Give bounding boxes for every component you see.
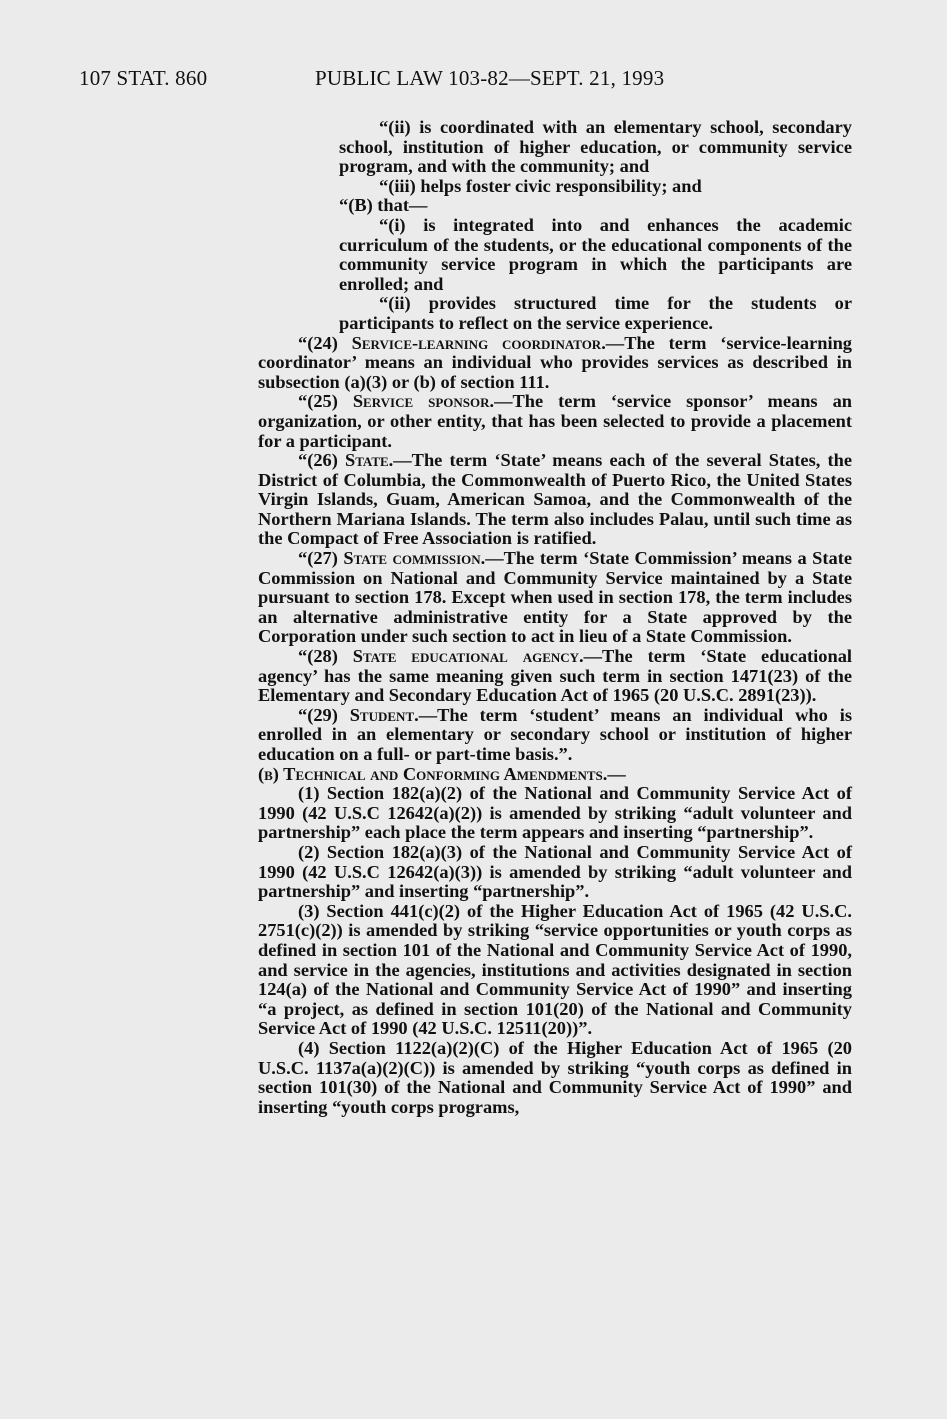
- definition-25-heading: “(25) Service sponsor.: [298, 391, 495, 412]
- subsection-b-dash: —: [607, 763, 626, 784]
- document-body: [258, 118, 852, 1117]
- paragraph-a-ii: “(ii) is coordinated with an elementary school, secondary school, institution of higher education, or community service program, and with the community; and: [339, 117, 852, 177]
- definition-26-heading: “(26) State.: [298, 450, 394, 471]
- definition-25: [258, 392, 852, 451]
- amendment-2: (2) Section 182(a)(3) of the National and Community Service Act of 1990 (42 U.S.C 12642(a)(3)) is amended by striking “adult volunteer and partnership” and inserting “partnership”.: [258, 841, 852, 902]
- definition-28-heading: “(28) State educational agency.: [298, 646, 584, 667]
- amendment-4: (4) Section 1122(a)(2)(C) of the Higher Education Act of 1965 (20 U.S.C. 1137a(a)(2)(C)) is amended by striking “youth corps as defined in section 101(30) of the National and Community Service Act of 1990” and inserting “youth corps programs,: [258, 1037, 852, 1117]
- paragraph-b-i: “(i) is integrated into and enhances the academic curriculum of the students, or the educational components of the community service program in which the participants are enrolled; and: [339, 214, 852, 294]
- definition-26-text: —The term ‘State’ means each of the several States, the District of Columbia, the Commonwealth of Puerto Rico, the United States Virgin Islands, Guam, American Samoa, and the Commonwealth of the Northern Mariana Islands. The term also includes Palau, until such time as the Compact of Free Association is ratified.: [258, 450, 852, 549]
- stat-page-number: 107 STAT. 860: [79, 66, 208, 90]
- definition-25-text: —The term ‘service sponsor’ means an organization, or other entity, that has been selected to provide a placement for a participant.: [258, 391, 852, 451]
- subsection-b-heading: [258, 765, 852, 785]
- definition-24-text: —The term ‘service-learning coordinator’ means an individual who provides services as described in subsection (a)(3) or (b) of section 111.: [258, 332, 852, 392]
- running-header: PUBLIC LAW 103-82—SEPT. 21, 1993: [315, 66, 665, 90]
- definition-27: [258, 549, 852, 647]
- definition-29: [258, 706, 852, 765]
- definition-26: [258, 451, 852, 549]
- subsection-b-title: (b) Technical and Conforming Amendments.: [258, 763, 608, 784]
- amendment-1: (1) Section 182(a)(2) of the National and Community Service Act of 1990 (42 U.S.C 12642(a)(2)) is amended by striking “adult volunteer and partnership” each place the term appears and inserting “partnership”.: [258, 783, 852, 843]
- definition-28: [258, 647, 852, 706]
- paragraph-b-heading: “(B) that—: [339, 195, 428, 216]
- definition-28-text: —The term ‘State educational agency’ has the same meaning given such term in section 1471(23) of the Elementary and Secondary Education Act of 1965 (20 U.S.C. 2891(23)).: [258, 646, 852, 706]
- definition-24-heading: “(24) Service-learning coordinator.: [298, 332, 606, 353]
- amendment-3: (3) Section 441(c)(2) of the Higher Education Act of 1965 (42 U.S.C. 2751(c)(2)) is amended by striking “service opportunities or youth corps as defined in section 101 of the National and Community Service Act of 1990, and service in the agencies, institutions and activities designated in section 124(a) of the National and Community Service Act of 1990” and inserting “a project, as defined in section 101(20) of the National and Community Service Act of 1990 (42 U.S.C. 12511(20))”.: [258, 900, 852, 1039]
- definition-27-text: —The term ‘State Commission’ means a State Commission on National and Community Service maintained by a State pursuant to section 178. Except when used in section 178, the term includes an alternative administrative entity for a State approved by the Corporation under such section to act in lieu of a State Commission.: [258, 548, 852, 647]
- paragraph-b-ii: “(ii) provides structured time for the students or participants to reflect on the service experience.: [339, 293, 852, 333]
- definition-29-text: —The term ‘student’ means an individual who is enrolled in an elementary or secondary school or institution of higher education on a full- or part-time basis.”.: [258, 704, 852, 764]
- definition-24: [258, 334, 852, 393]
- paragraph-a-iii: “(iii) helps foster civic responsibility; and: [379, 175, 702, 196]
- definition-27-heading: “(27) State commission.: [298, 548, 486, 569]
- definition-29-heading: “(29) Student.: [298, 704, 419, 725]
